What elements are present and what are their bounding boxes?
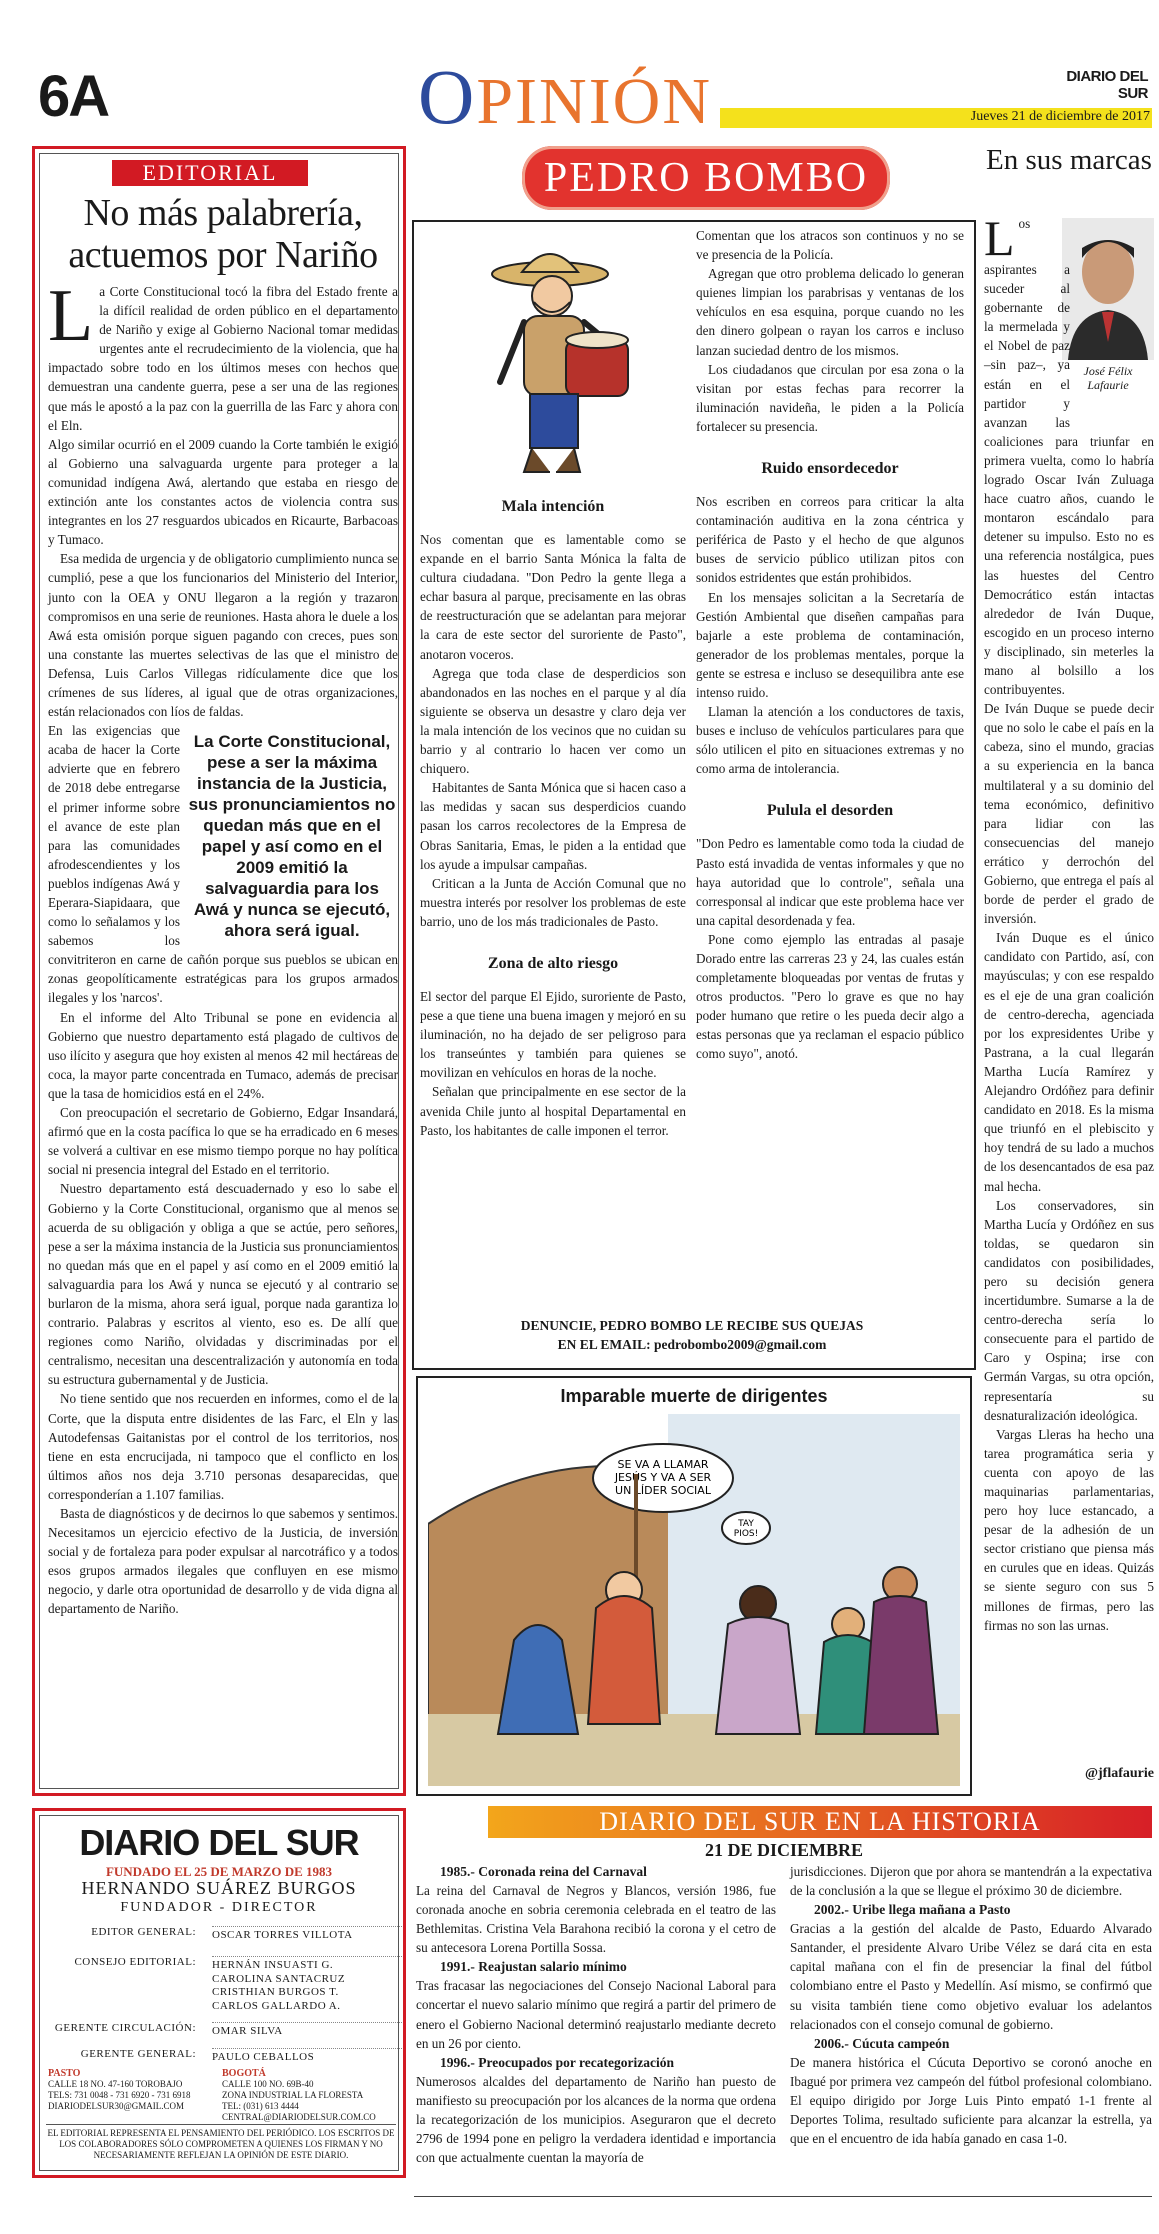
history-year: 2006.- Cúcuta campeón xyxy=(814,2035,950,2051)
section-heading: Mala intención xyxy=(501,498,605,515)
contact-lines xyxy=(222,2079,392,2123)
staff-names xyxy=(212,2022,402,2039)
history-year: 1991.- Reajustan salario mínimo xyxy=(440,1959,627,1975)
editorial-paragraph: Con preocupación el secretario de Gobierno, Edgar Insandará, afirmó que en la costa pacífica lo que se ha erradicado en 6 meses se volverá a cultivar en ese mismo tiempo porque no hay política social ni presencia integral del Estado en el territorio. xyxy=(48,1105,398,1178)
editorial-first-text: a Corte Constitucional tocó la fibra del Estado frente a la difícil realidad de orden público en el departamento de Nariño y exige al Gobierno Nacional tomar medidas urgentes ante el recrudecimiento de la violencia, que ha impactado sobre todo en los últimos meses con hechos que demuestran una candente guerra, pese a ser una de las regiones que más le apostó a la paz con la guerrilla de las Farc y ahora con el Eln. xyxy=(48,284,398,433)
section-paragraph: Pone como ejemplo las entradas al pasaje Dorado entre las carreras 23 y 24, las cuales están completamente bloqueadas por ventas de frutas y otros productos. "Pero lo grave es que no hay poder humano que retire o les pueda decir algo a estas personas que ya reclaman el espacio público como suyo", anotó. xyxy=(696,931,964,1062)
section-paragraph: "Don Pedro es lamentable como toda la ciudad de Pasto está invadida de ventas informales y que no haya autoridad que lo controle", señala una corresponsal al indicar que este problema hace ver una capital desordenada y fea. xyxy=(696,836,964,928)
staff-role: CONSEJO EDITORIAL: xyxy=(74,1956,196,1968)
section-title-initial: O xyxy=(418,53,477,140)
editorial-paragraph: Algo similar ocurrió en el 2009 cuando la Corte también le exigió al Gobierno una salvaguarda urgente para proteger a la comunidad indígena Awá, alertando que estaba en riesgo de extinción ante los constantes actos de violencia contra sus integrantes en los 27 resguardos ubicados en Ricaurte, Barbacoas y Tumaco. xyxy=(48,436,398,548)
history-continuation: jurisdicciones. Dijeron que por ahora se mantendrán a la expectativa de la conclusión a la que se llegue el próximo 30 de diciembre. xyxy=(790,1864,1152,1899)
section-paragraph: El sector del parque El Ejido, suroriente de Pasto, pese a que tiene una buena imagen y mejoró en su iluminación, no ha dejado de ser peligroso para los transeúntes y también para quienes se movilizan en vehículos en horas de la noche. xyxy=(420,988,686,1081)
editorial-paragraphs-a xyxy=(48,435,398,721)
masthead-founded: FUNDADO EL 25 DE MARZO DE 1983 xyxy=(105,1864,333,1879)
contact-lines xyxy=(48,2079,218,2112)
brand-logo: DIARIO DEL SUR xyxy=(1066,68,1148,102)
date-bar xyxy=(720,108,1152,128)
contact-line: CENTRAL@DIARIODELSUR.COM.CO xyxy=(222,2112,376,2122)
section-paragraph: En los mensajes solicitan a la Secretaría de Gestión Ambiental que diseñen campañas para bajarle a este problema de contaminación, generador de los problemas mentales, porque la gente se estresa e incluso se desequilibra ante ese intenso ruido. xyxy=(696,589,964,700)
history-year: 1985.- Coronada reina del Carnaval xyxy=(440,1864,647,1879)
editorial-paragraph: En el informe del Alto Tribunal se pone en evidencia al Gobierno que nuestro departamento está plagado de cultivos de uso ilícito y asegura que hoy existen al menos 42 mil hectáreas de coca, la mayor parte concentrada en Tumaco, además de precisar que la tasa de homicidios está en el 24%. xyxy=(48,1009,398,1101)
cartoon-box xyxy=(416,1376,972,1796)
cartoon-title: Imparable muerte de dirigentes xyxy=(560,1386,828,1406)
column-paragraphs xyxy=(984,699,1154,1635)
history-text: Numerosos alcaldes del departamento de Nariño han puesto de manifiesto su preocupación por los alcances de la norma que ordena la recategorización de los municipios. Aseguraron que el decreto 2796 de 1994 pone en peligro la verdadera identidad e importancia con que actualmente cuentan la mayoría de xyxy=(416,2073,776,2166)
editorial-paragraph: Nuestro departamento está descuadernado y eso lo sabe el Gobierno y la Corte Constitucional, organismo que al menos se acuerda de su obligación y obliga a que se actúe, pero señores, pese a ser la máxima instancia de la Justicia sus pronunciamientos no quedan más que en el papel y así como en el 2009 emitió la salvaguardia para los Awá y nunca se ejecutó y al contrario se burlaron de la misma, ahora será igual, porque nada garantiza lo contrario. Palabras y escritos al viento, eso es. De allí que regiones como Nariño, olvidadas y discriminadas por el centralismo, necesitan una descentralización y autonomía en toda su estructura gubernamental y de Justicia. xyxy=(48,1181,398,1388)
section-paragraph: Nos escriben en correos para criticar la alta contaminación auditiva en la zona céntrica y periférica de Pasto y el hecho de que algunos buses de servicio público utilizan pitos con sonidos estridentes que están prohibidos. xyxy=(696,494,964,586)
staff-names xyxy=(212,2048,402,2065)
editorial-paragraph: No tiene sentido que nos recuerden en informes, como el de la Corte, que la disputa entre disidentes de las Farc, el Eln y las Autodefensas Gaitanistas por el control de los territorios, nos tiene en esta encrucijada, ni tampoco que el conflicto en los últimos años nos deja 3.710 personas desaparecidas, que corresponderían a 1.107 familias. xyxy=(48,1391,398,1502)
section-paragraph: Los ciudadanos que circulan por esa zona o la visitan por estas fechas para recorrer la iluminación navideña, le piden a la Policía fortalecer su presencia. xyxy=(696,361,964,434)
history-column-1 xyxy=(416,1862,776,2167)
masthead-founder-role: FUNDADOR - DIRECTOR xyxy=(120,1900,318,1915)
section-paragraph: Agregan que otro problema delicado lo generan quienes limpian los parabrisas y ventanas de los vehículos en esa esquina, porque cuando no les den dinero golpean o rayan los carros e incluso lanzan suciedad dentro de los mismos. xyxy=(696,266,964,358)
column-title: En sus marcas xyxy=(986,144,1152,176)
author-caption: José Félix Lafaurie xyxy=(1083,364,1133,392)
author-handle[interactable]: @jflafaurie xyxy=(1084,1766,1154,1781)
masthead-disclaimer: EL EDITORIAL REPRESENTA EL PENSAMIENTO DEL PERIÓDICO. LOS ESCRITOS DE LOS COLABORADORES SÓLO COMPROMETEN A QUIENES LOS FIRMAN Y NO NECESARIAMENTE REFLEJAN LA OPINIÓN DE ESTE DIARIO. xyxy=(46,2124,396,2161)
section-paragraph: Habitantes de Santa Mónica que si hacen caso a las medidas y sacan sus desperdicios cuando pasan los carros recolectores de la Empresa de Obras Sanitaria, Emas, le piden a la entidad que los ayude a impulsar campañas. xyxy=(420,780,686,872)
staff-name: HERNÁN INSUASTI G. xyxy=(212,1959,334,1971)
section-heading: Ruido ensordecedor xyxy=(761,460,899,478)
history-text: La reina del Carnaval de Negros y Blancos, versión 1986, fue coronada anoche en sobria ceremonia celebrada en el teatro de las Bethlemitas. Cristina Vela Barahona recibió la corona y el cetro de su antecesora Lorena Portilla Sossa. xyxy=(416,1883,776,1956)
editorial-pull-quote: La Corte Constitucional, pese a ser la máxima instancia de la Justicia, sus pronunciamientos no quedan más que en el papel y así como en el 2009 emitió la salvaguardia para los Awá y nunca se ejecutó, ahora será igual. xyxy=(188,732,396,941)
staff-names xyxy=(212,1956,402,2013)
section-heading: Zona de alto riesgo xyxy=(487,954,619,972)
column-paragraph: Vargas Lleras ha hecho una tarea programática seria y cuenta con apoyo de las maquinarias parlamentarias, pero hoy luce estancado, a pesar de la adhesión de un sector cristiano que piensa más en curules que en ideas. Quizás se siente seguro con sus 5 millones de firmas, pero las firmas no son las urnas. xyxy=(984,1426,1154,1633)
masthead-box xyxy=(32,1808,406,2178)
history-items xyxy=(790,1900,1152,2148)
editorial-paragraph: En las exigencias que acaba de hacer la Corte advierte que en febrero de 2018 debe entregarse el primer informe sobre el avance de este plan para las comunidades afrodescendientes y los pueblos indígenas Awá y Eperara-Siapidaara, que como lo señalamos y los sabemos los convitriteron en carne de cañón porque sus pueblos se ubican en zonas geopolíticamente estratégicas para los grupos armados ilegales y los 'narcos'. xyxy=(48,723,398,1006)
staff-name: PAULO CEBALLOS xyxy=(212,2051,315,2063)
cartoon-exclaim-bubble: TAY PIOS! xyxy=(733,1519,759,1539)
staff-name: OSCAR TORRES VILLOTA xyxy=(212,1929,353,1941)
column-paragraph: Iván Duque es el único candidato con Partido, así, con mayúsculas; y con ese respaldo es el eje de una gran coalición de centro-derecha, agenciada por los expresidentes Uribe y Pastrana, a la cual llegarán Martha Lucía Ramírez y Alejandro Ordóñez para definir candidato en 2018. Es la misma que triunfó en el plebiscito y hoy tendrá de su lado a muchos de los desencantados de esa paz mal hecha. xyxy=(984,930,1154,1194)
history-column-2 xyxy=(790,1862,1152,2148)
history-text: Gracias a la gestión del alcalde de Pasto, Eduardo Alvarado Santander, el presidente Alvaro Uribe Vélez se dará cita en esta capital mañana con el fin de presenciar la final del fútbol colombiano entre el Pasto y Medellín. Así mismo, se confirmó que su visita también tiene como objetivo evaluar los adelantos relacionados con el consejo comunal de gobierno. xyxy=(790,1921,1152,2032)
column-paragraph: De Iván Duque se puede decir que no solo le cabe el país en la cabeza, sino el mundo, gracias a su experiencia en la banca multilateral y a su dominio del tema económico, definitivo para lidiar con las consecuencias del manejo errático y derrochón del Gobierno, que entrega el país al borde de perder el grado de inversión. xyxy=(984,701,1154,927)
column-first-text: os aspirantes a suceder al gobernante de la mermelada y el Nobel de paz –sin paz–, ya están en el partidor y avanzan las coaliciones para triunfar en primera vuelta, como lo habría logrado Oscar Iván Zuluaga hace cuatro años, cuando le montaron escándalo para detener su impulso. Esto no es una referencia nostálgica, pues las huestes del Centro Democrático están intactas alrededor de Iván Duque, escogido en un proceso interno y disciplinado, sin meterles la mano al bolsillo a los contribuyentes. xyxy=(984,216,1154,698)
section-title-rest: PINIÓN xyxy=(476,65,712,138)
masthead-contact-bogota xyxy=(222,2068,392,2123)
section-paragraph: Llaman la atención a los conductores de taxis, buses e incluso de vehículos particulares para que sólo utilicen el pito en situaciones extremas y no como arma de intolerancia. xyxy=(696,704,964,777)
editorial-dropcap: L xyxy=(48,275,94,357)
column-body xyxy=(984,210,1154,1635)
editorial-body xyxy=(48,275,398,1619)
section-paragraph: Critican a la Junta de Acción Comunal que no muestra interés por resolver los problemas de este barrio, uno de los más tradicionales de Pasto. xyxy=(420,875,686,929)
column-paragraph: Los conservadores, sin Martha Lucía y Ordóñez en sus toldas, se quedaron sin candidatos con posibilidades, pero su decisión genera incertidumbre. Sumarse a la de centro-derecha sería lo consecuente para el partido de Caro y Ospina; irse con Germán Vargas, su otra opción, representaría su desnaturalización ideológica. xyxy=(984,1197,1154,1423)
drummer-illustration xyxy=(470,232,640,482)
pedro-bombo-column-1 xyxy=(420,498,686,1140)
staff-name: CRISTHIAN BURGOS T. xyxy=(212,1986,339,1998)
masthead-frame xyxy=(39,1815,399,2171)
pedro-bombo-column-2 xyxy=(696,226,964,1064)
contact-city: PASTO xyxy=(48,2068,81,2079)
editorial-frame xyxy=(39,153,399,1789)
section-paragraph: Comentan que los atracos son continuos y no se ve presencia de la Policía. xyxy=(696,228,964,263)
bottom-rule xyxy=(414,2196,1152,2197)
pedro-bombo-banner: PEDRO BOMBO xyxy=(522,146,890,210)
editorial-paragraph: Esa medida de urgencia y de obligatorio cumplimiento nunca se cumplió, pese a que los funcionarios del Ministerio del Interior, junto con la OEA y ONU llegaron a la región y trazaron compromisos en una serie de reuniones. Hasta ahora le duele a los Awá esta omisión porque siguen pagando con creces, pues son una constante las muertes selectivas de las que el ministro de Defensa, Luis Carlos Villegas ridículamente dice que los crímenes de sus líderes, al igual que de otras organizaciones, están relacionados con líos de faldas. xyxy=(48,551,398,720)
contact-line: TEL: (031) 613 4444 xyxy=(222,2101,299,2111)
issue-date: Jueves 21 de diciembre de 2017 xyxy=(970,109,1150,124)
editorial-first-paragraph xyxy=(48,275,398,435)
staff-name: OMAR SILVA xyxy=(212,2025,283,2037)
editorial-tag: EDITORIAL xyxy=(112,160,308,186)
staff-role: GERENTE GENERAL: xyxy=(80,2048,196,2060)
complaint-email[interactable]: EN EL EMAIL: pedrobombo2009@gmail.com xyxy=(557,1337,827,1352)
contact-line: DIARIODELSUR30@GMAIL.COM xyxy=(48,2101,185,2111)
column-dropcap: L xyxy=(984,210,1015,266)
contact-line: CALLE 100 NO. 69B-40 xyxy=(222,2079,314,2089)
pedro-bombo-footer xyxy=(420,1316,964,1354)
page-number: 6A xyxy=(38,64,109,129)
editorial-title: No más palabrería, actuemos por Nariño xyxy=(68,192,378,276)
history-year: 1996.- Preocupados por recategorización xyxy=(440,2054,674,2070)
contact-line: TELS: 731 0048 - 731 6920 - 731 6918 xyxy=(48,2090,191,2100)
history-date: 21 DE DICIEMBRE xyxy=(704,1840,864,1860)
history-year: 2002.- Uribe llega mañana a Pasto xyxy=(814,1902,1011,1918)
section-paragraph: Agrega que toda clase de desperdicios son abandonados en las noches en el parque y al día siguiente se observa un desastre y claro deja ver la mala intención de los vecinos que no cuidan su barrio y al contrario lo hacen ver como un chiquero. xyxy=(420,665,686,777)
section-paragraph: Nos comentan que es lamentable como se expande en el barrio Santa Mónica la falta de cultura ciudadana. "Don Pedro la gente llega a echar basura al parque, precisamente en las obras de reestructuración que se adelantan para mejorar la cara de este sector del suroriente de Pasto", anotaron voceros. xyxy=(420,532,686,662)
cartoon-speech-bubble: SE VA A LLAMAR JESÚS Y VA A SER UN LÍDER SOCIAL xyxy=(614,1458,712,1497)
history-banner: DIARIO DEL SUR EN LA HISTORIA xyxy=(488,1806,1152,1838)
history-text: Tras fracasar las negociaciones del Consejo Nacional Laboral para concertar el nuevo salario mínimo que regirá a partir del primero de enero el Gobierno Nacional determinó reajustarlo mediante decreto en un 26 por ciento. xyxy=(416,1978,776,2051)
contact-line: ZONA INDUSTRIAL LA FLORESTA xyxy=(222,2090,364,2100)
cartoon-illustration xyxy=(428,1414,960,1786)
staff-name: CARLOS GALLARDO A. xyxy=(212,1999,341,2012)
masthead-logo: DIARIO DEL SUR xyxy=(79,1822,359,1863)
contact-city: BOGOTÁ xyxy=(222,2068,266,2079)
staff-names xyxy=(212,1926,402,1943)
staff-name: CAROLINA SANTACRUZ xyxy=(212,1972,346,1985)
editorial-box xyxy=(32,146,406,1796)
section-paragraph: Señalan que principalmente en ese sector de la avenida Chile junto al hospital Departamental en Pasto, los habitantes de calle imponen el terror. xyxy=(420,1084,686,1138)
masthead-contact-pasto xyxy=(48,2068,218,2112)
contact-line: CALLE 18 NO. 47-160 TOROBAJO xyxy=(48,2079,183,2089)
editorial-paragraph: Basta de diagnósticos y de decirnos lo que sabemos y sentimos. Necesitamos un ejercicio efectivo de la Justicia, de inversión social y de fortaleza para poder expulsar al narcotráfico y a todos esos grupos armados ilegales que confluyen en ese mismo negocio, y darle otra oportunidad de desarrollo y de vida digna al departamento de Nariño. xyxy=(48,1506,398,1617)
photo-spacer xyxy=(1070,214,1154,416)
section-title xyxy=(410,53,720,141)
complaint-line: DENUNCIE, PEDRO BOMBO LE RECIBE SUS QUEJAS xyxy=(520,1318,864,1333)
history-text: De manera histórica el Cúcuta Deportivo se coronó anoche en Ibagué por primera vez campeón del fútbol profesional colombiano. El equipo dirigido por Jorge Luis Pinto empató 1-1 frente al Deportes Tolima, resultado suficiente para alcanzar la estrella, ya que en el encuentro de ida había ganado en casa 1-0. xyxy=(790,2054,1152,2147)
section-heading: Pulula el desorden xyxy=(766,802,894,820)
staff-role: EDITOR GENERAL: xyxy=(91,1926,196,1938)
masthead-founder: HERNANDO SUÁREZ BURGOS xyxy=(81,1878,357,1898)
staff-role: GERENTE CIRCULACIÓN: xyxy=(54,2022,196,2034)
